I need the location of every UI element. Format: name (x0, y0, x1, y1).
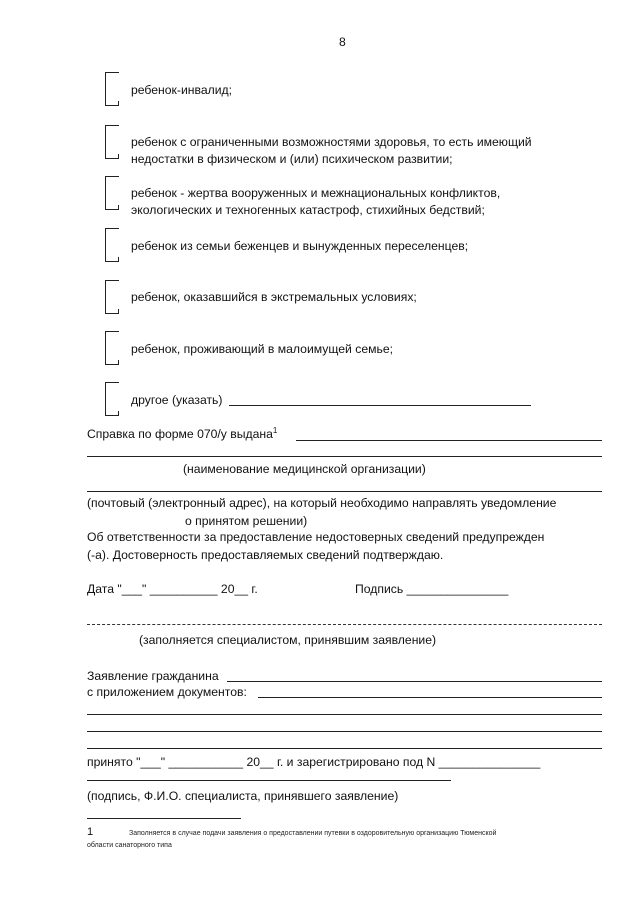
applicant-field[interactable] (227, 681, 602, 682)
footnote-separator (87, 818, 241, 819)
responsibility-text-cont: (-а). Достоверность предоставляемых сведений подтверждаю. (87, 548, 444, 562)
medical-org-caption: (наименование медицинской организации) (183, 462, 426, 476)
footnote-text: Заполняется в случае подачи заявления о предоставлении путевки в оздоровительную организацию Тюменской (129, 830, 497, 837)
other-specify-field[interactable] (229, 405, 531, 406)
address-field[interactable] (87, 491, 602, 492)
option-label: ребенок из семьи беженцев и вынужденных переселенцев; (131, 239, 469, 253)
specialist-signature-field[interactable] (87, 780, 451, 781)
option-label: ребенок, оказавшийся в экстремальных условиях; (131, 290, 417, 304)
certificate-label: Справка по форме 070/у выдана$^1$ (87, 425, 278, 441)
checkbox[interactable] (105, 72, 119, 106)
footnote-number: 1 (87, 826, 94, 838)
certificate-field[interactable] (296, 440, 602, 441)
checkbox[interactable] (105, 125, 119, 159)
option-label: ребенок-инвалид; (131, 83, 233, 97)
documents-field-cont[interactable] (87, 731, 602, 732)
checkbox[interactable] (105, 382, 119, 416)
option-label-cont: недостатки в физическом и (или) психическом развитии; (131, 152, 453, 166)
specialist-note: (заполняется специалистом, принявшим заявление) (139, 633, 437, 647)
option-label: ребенок - жертва вооруженных и межнациональных конфликтов, (131, 186, 501, 200)
signature-field[interactable]: Подпись _______________ (355, 582, 509, 596)
page-number: 8 (339, 35, 346, 49)
checkbox[interactable] (105, 280, 119, 314)
footnote-marker: 1 (272, 425, 278, 435)
responsibility-text: Об ответственности за предоставление недостоверных сведений предупрежден (87, 530, 545, 544)
application-label: Заявление гражданина (87, 669, 219, 683)
documents-field-cont[interactable] (87, 714, 602, 715)
address-caption-cont: о принятом решении) (185, 514, 308, 528)
address-caption: (почтовый (электронный адрес), на который необходимо направлять уведомление (87, 496, 557, 510)
option-label: другое (указать) (131, 393, 223, 407)
signature-caption: (подпись, Ф.И.О. специалиста, принявшего заявление) (87, 789, 399, 803)
checkbox[interactable] (105, 176, 119, 210)
cut-line-divider (87, 624, 602, 625)
option-label: ребенок с ограниченными возможностями здоровья, то есть имеющий (131, 135, 532, 149)
checkbox[interactable] (105, 228, 119, 262)
documents-field-cont[interactable] (87, 748, 602, 749)
documents-field[interactable] (258, 697, 602, 698)
footnote-text-cont: области санаторного типа (87, 842, 172, 849)
checkbox[interactable] (105, 331, 119, 365)
option-label: ребенок, проживающий в малоимущей семье; (131, 342, 394, 356)
documents-label: с приложением документов: (87, 685, 247, 699)
certificate-field-cont[interactable] (87, 456, 602, 457)
option-label-cont: экологических и техногенных катастроф, стихийных бедствий; (131, 203, 485, 217)
accepted-registration[interactable]: принято "___" ___________ 20__ г. и зарегистрировано под N _______________ (87, 755, 541, 769)
date-field[interactable]: Дата "___" __________ 20__ г. (87, 582, 258, 596)
